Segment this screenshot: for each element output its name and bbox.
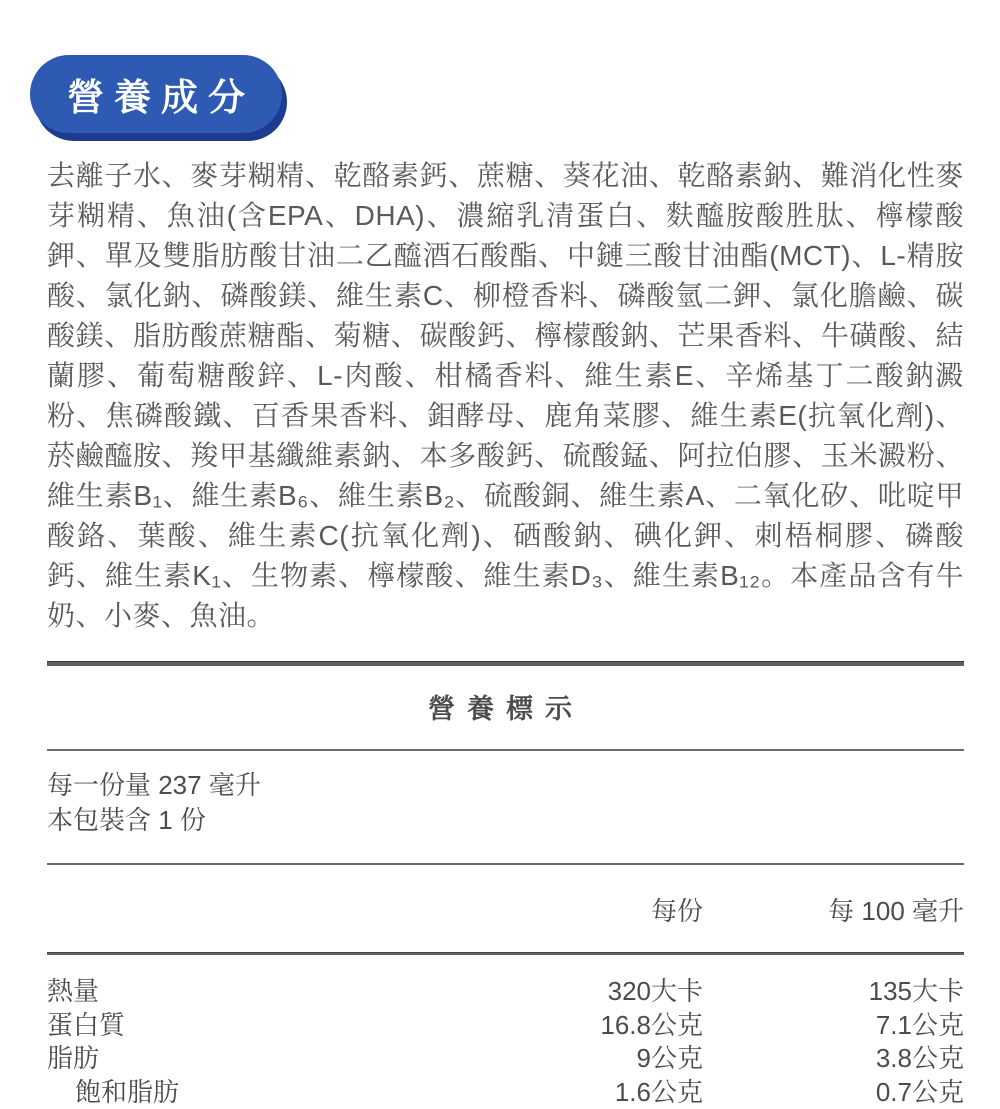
table-row-label: 飽和脂肪 bbox=[47, 1076, 453, 1109]
divider-under-serving bbox=[47, 863, 964, 865]
table-row-label: 脂肪 bbox=[47, 1042, 453, 1076]
table-row-per-100ml: 0.7公克 bbox=[703, 1076, 964, 1109]
table-row-per-100ml: 3.8公克 bbox=[703, 1042, 964, 1076]
header-spacer bbox=[47, 891, 453, 928]
servings-per-pack: 本包裝含 1 份 bbox=[47, 803, 964, 838]
badge-label: 營養成分 bbox=[57, 67, 255, 121]
table-row-label: 蛋白質 bbox=[47, 1009, 453, 1043]
nutrition-table bbox=[47, 975, 964, 1109]
table-row-per-serving: 9公克 bbox=[453, 1042, 703, 1076]
nutrition-ingredients-badge bbox=[30, 55, 282, 133]
thick-divider bbox=[47, 661, 964, 666]
serving-info bbox=[47, 768, 964, 838]
serving-size: 每一份量 237 毫升 bbox=[47, 768, 964, 803]
column-header-per-100ml: 每 100 毫升 bbox=[703, 891, 964, 928]
table-row-label: 熱量 bbox=[47, 975, 453, 1009]
table-header-row bbox=[47, 891, 964, 928]
table-row-per-100ml: 135大卡 bbox=[703, 975, 964, 1009]
divider-under-title bbox=[47, 749, 964, 751]
nutrition-facts-title: 營養標示 bbox=[0, 687, 1000, 726]
table-row-per-100ml: 7.1公克 bbox=[703, 1009, 964, 1043]
divider-under-header bbox=[47, 952, 964, 955]
table-row-per-serving: 320大卡 bbox=[453, 975, 703, 1009]
table-row-per-serving: 1.6公克 bbox=[453, 1076, 703, 1109]
ingredients-paragraph: 去離子水、麥芽糊精、乾酪素鈣、蔗糖、葵花油、乾酪素鈉、難消化性麥芽糊精、魚油(含EPA、DHA)、濃縮乳清蛋白、麩醯胺酸胜肽、檸檬酸鉀、單及雙脂肪酸甘油二乙醯酒石酸酯、中鏈三酸甘油酯(MCT)、L-精胺酸、氯化鈉、磷酸鎂、維生素C、柳橙香料、磷酸氫二鉀、氯化膽鹼、碳酸鎂、脂肪酸蔗糖酯、菊糖、碳酸鈣、檸檬酸鈉、芒果香料、牛磺酸、結蘭膠、葡萄糖酸鋅、L-肉酸、柑橘香料、維生素E、辛烯基丁二酸鈉澱粉、焦磷酸鐵、百香果香料、鉬酵母、鹿角菜膠、維生素E(抗氧化劑)、菸鹼醯胺、羧甲基纖維素鈉、本多酸鈣、硫酸錳、阿拉伯膠、玉米澱粉、維生素B₁、維生素B₆、維生素B₂、硫酸銅、維生素A、二氧化矽、吡啶甲酸鉻、葉酸、維生素C(抗氧化劑)、硒酸鈉、碘化鉀、刺梧桐膠、磷酸鈣、維生素K₁、生物素、檸檬酸、維生素D₃、維生素B₁₂。本產品含有牛奶、小麥、魚油。 bbox=[47, 156, 964, 636]
column-header-per-serving: 每份 bbox=[453, 891, 703, 928]
table-row-per-serving: 16.8公克 bbox=[453, 1009, 703, 1043]
